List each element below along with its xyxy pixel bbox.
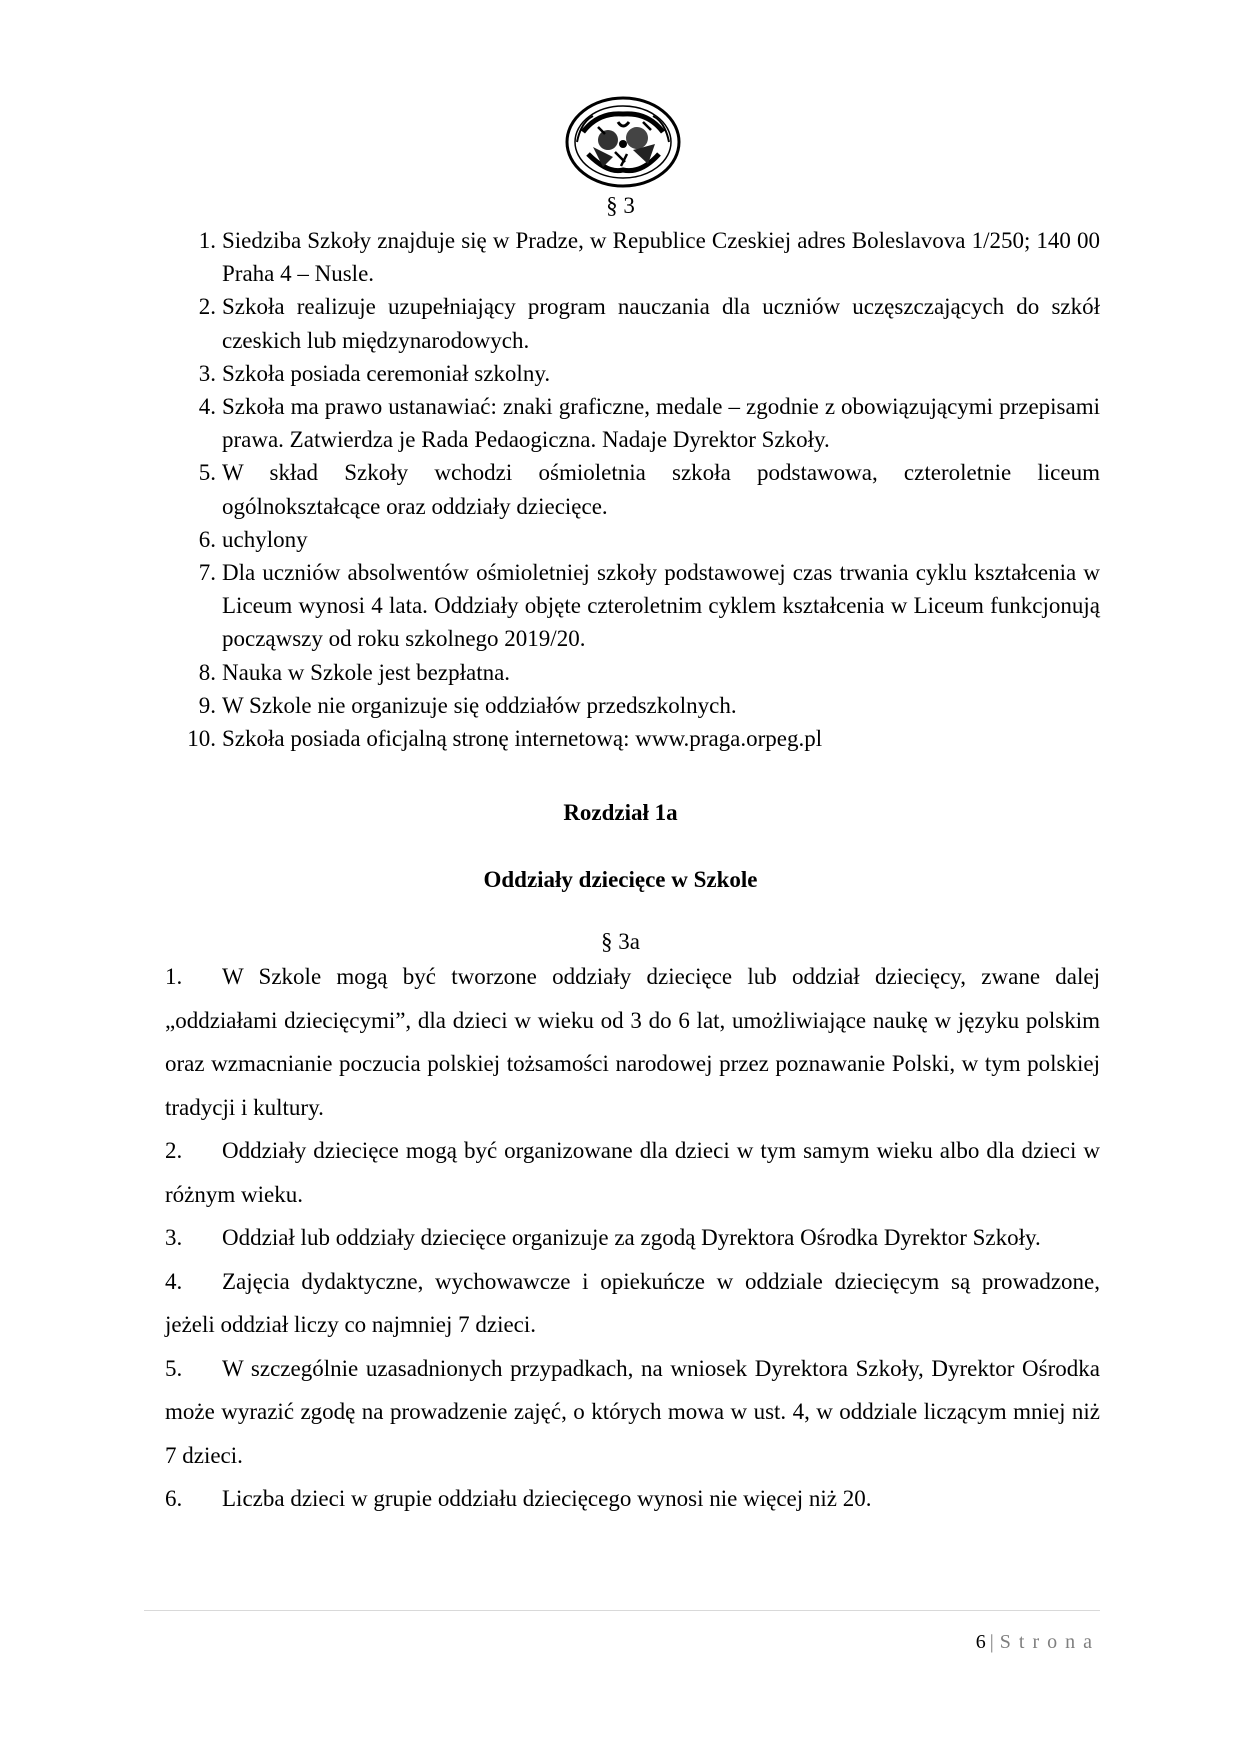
chapter-title: Rozdział 1a bbox=[563, 800, 678, 825]
list-item: 2. Szkoła realizuje uzupełniający program nauczania dla uczniów uczęszczających do szkół czeskich lub międzynarodowych. bbox=[198, 294, 1100, 353]
chapter-subtitle: Oddziały dziecięce w Szkole bbox=[483, 867, 758, 892]
list-item: 5. W szczególnie uzasadnionych przypadkach, na wniosek Dyrektora Szkoły, Dyrektor Ośrodka może wyrazić zgodę na prowadzenie zajęć, o których mowa w ust. 4, w oddziale liczącym mniej niż 7 dzieci. bbox=[165, 1355, 1100, 1468]
list-item: 4. Zajęcia dydaktyczne, wychowawcze i opiekuńcze w oddziale dziecięcym są prowadzone, jeżeli oddział liczy co najmniej 7 dzieci. bbox=[165, 1268, 1100, 1337]
page-number: 6 bbox=[975, 1631, 986, 1653]
list-item: 3. Oddział lub oddziały dziecięce organizuje za zgodą Dyrektora Ośrodka Dyrektor Szkoły. bbox=[165, 1225, 1041, 1250]
list-item: 7. Dla uczniów absolwentów ośmioletniej szkoły podstawowej czas trwania cyklu kształcenia w Liceum wynosi 4 lata. Oddziały objęte czteroletnim cyklem kształcenia w Liceum funkcjonują począwszy od roku szkolnego 2019/20. bbox=[198, 560, 1100, 652]
list-item: 9. W Szkole nie organizuje się oddziałów przedszkolnych. bbox=[198, 692, 737, 718]
list-item: 10. Szkoła posiada oficjalną stronę internetową: www.praga.orpeg.pl bbox=[187, 726, 823, 752]
page-footer bbox=[976, 1630, 1100, 1654]
list-item: 3. Szkoła posiada ceremoniał szkolny. bbox=[198, 360, 551, 386]
school-crest-logo bbox=[563, 92, 683, 192]
list-item: 1. W Szkole mogą być tworzone oddziały dziecięce lub oddział dziecięcy, zwane dalej „oddziałami dziecięcymi”, dla dzieci w wieku od 3 do 6 lat, umożliwiające naukę w języku polskim oraz wzmacnianie poczucia polskiej tożsamości narodowej przez poznawanie Polski, w tym polskiej tradycji i kultury. bbox=[165, 964, 1100, 1120]
list-item: 4. Szkoła ma prawo ustanawiać: znaki graficzne, medale – zgodnie z obowiązującymi przepisami prawa. Zatwierdza je Rada Pedaogiczna. Nadaje Dyrektor Szkoły. bbox=[198, 394, 1100, 453]
section-3a-list bbox=[165, 955, 1100, 1521]
footer-separator: | bbox=[989, 1631, 994, 1653]
list-item: 5. W skład Szkoły wchodzi ośmioletnia szkoła podstawowa, czteroletnie liceum ogólnokształcące oraz oddziały dziecięce. bbox=[198, 460, 1100, 519]
list-item: 1. Siedziba Szkoły znajduje się w Pradze, w Republice Czeskiej adres Boleslavova 1/250; 140 00 Praha 4 – Nusle. bbox=[198, 228, 1100, 287]
section-3-list bbox=[186, 224, 1100, 755]
page-label: Strona bbox=[999, 1631, 1100, 1653]
section-mark: § 3 bbox=[606, 193, 635, 218]
list-item: 2. Oddziały dziecięce mogą być organizowane dla dzieci w tym samym wieku albo dla dzieci w różnym wieku. bbox=[165, 1138, 1100, 1207]
list-item: 6. uchylony bbox=[198, 526, 308, 552]
list-item: 8. Nauka w Szkole jest bezpłatna. bbox=[198, 659, 511, 685]
list-item: 6. Liczba dzieci w grupie oddziału dziecięcego wynosi nie więcej niż 20. bbox=[165, 1486, 872, 1511]
section-mark-3a: § 3a bbox=[601, 929, 640, 954]
footer-divider bbox=[144, 1610, 1100, 1611]
